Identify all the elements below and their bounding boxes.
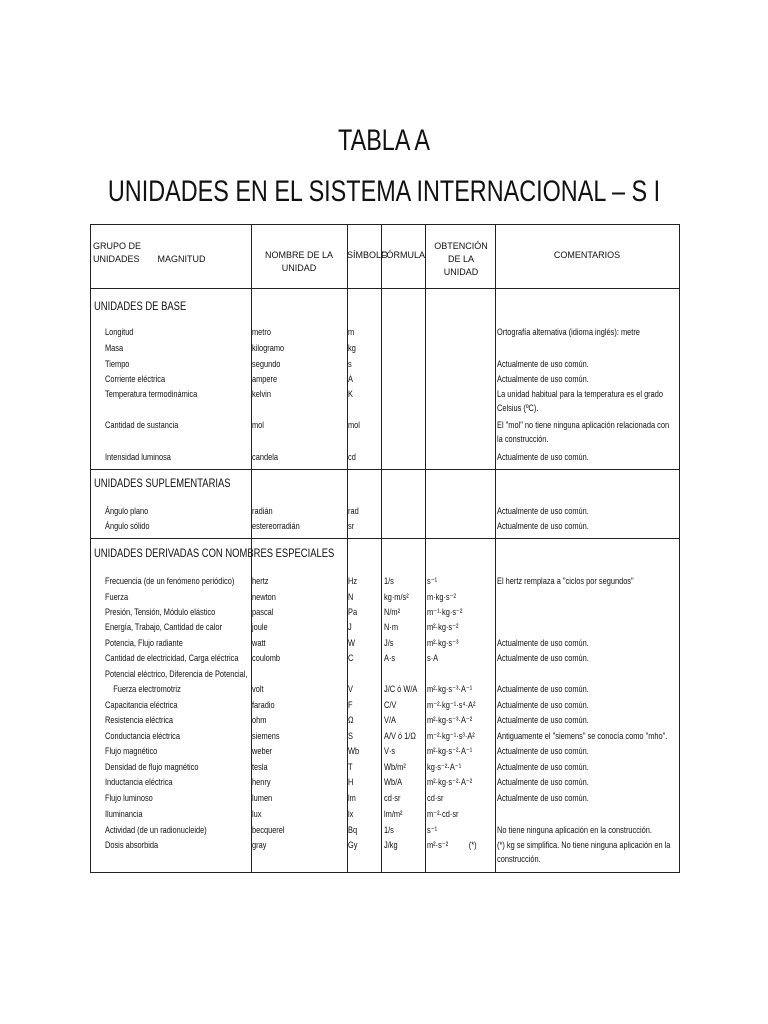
cell-simbolo: K <box>348 389 353 400</box>
cell-nombre: becquerel <box>252 825 285 836</box>
table-row <box>91 824 679 840</box>
units-table <box>90 224 680 873</box>
cell-formula: C/V <box>384 700 397 711</box>
table-row <box>91 637 679 653</box>
header-grupo <box>93 240 206 266</box>
cell-nombre: candela <box>252 452 278 463</box>
cell-obtencion: m²·kg·s⁻³ <box>427 638 459 649</box>
cell-nombre: faradio <box>252 700 275 711</box>
cell-magnitud: Conductancia eléctrica <box>105 731 180 742</box>
table-row <box>91 808 679 824</box>
table-row <box>91 652 679 668</box>
cell-comentario: Actualmente de uso común. <box>497 793 589 804</box>
cell-formula: A/V ó 1/Ω <box>384 731 416 742</box>
cell-formula: Wb/A <box>384 777 403 788</box>
table-row <box>91 451 679 467</box>
cell-formula: J/C ó W/A <box>384 684 418 695</box>
cell-nombre: henry <box>252 777 271 788</box>
cell-magnitud: Inductancia eléctrica <box>105 777 173 788</box>
cell-nombre: ampere <box>252 374 278 385</box>
cell-magnitud: Densidad de flujo magnético <box>105 762 199 773</box>
cell-simbolo: C <box>348 653 354 664</box>
cell-simbolo: F <box>348 700 353 711</box>
cell-comentario: Actualmente de uso común. <box>497 777 589 788</box>
cell-obtencion: m⁻²·cd·sr <box>427 809 459 820</box>
cell-nombre: mol <box>252 420 264 431</box>
cell-nombre: kilogramo <box>252 343 285 354</box>
cell-obtencion: m·kg·s⁻² <box>427 592 457 603</box>
table-row <box>91 606 679 622</box>
cell-nombre: joule <box>252 622 268 633</box>
cell-simbolo: A <box>348 374 353 385</box>
cell-simbolo: S <box>348 731 353 742</box>
cell-obtencion: m⁻²·kg⁻¹·s⁴·A² <box>427 700 476 711</box>
cell-simbolo: J <box>348 622 352 633</box>
cell-comentario: Actualmente de uso común. <box>497 452 589 463</box>
table-row <box>91 388 679 414</box>
cell-formula: N·m <box>384 622 399 633</box>
cell-simbolo: lm <box>348 793 356 804</box>
cell-simbolo: Bq <box>348 825 358 836</box>
header-grupo-label: GRUPO DE <box>93 241 142 251</box>
table-row <box>91 792 679 808</box>
cell-magnitud: Flujo luminoso <box>105 793 153 804</box>
cell-comentario: Antiguamente el "siemens" se conocía como "mho". <box>497 731 668 742</box>
cell-magnitud: Cantidad de electricidad, Carga eléctrica <box>105 653 239 664</box>
header-nombre: NOMBRE DE LA UNIDAD <box>264 250 333 273</box>
cell-magnitud: Ángulo sólido <box>105 521 150 532</box>
cell-magnitud: Frecuencia (de un fenómeno periódico) <box>105 576 235 587</box>
cell-comentario: Actualmente de uso común. <box>497 762 589 773</box>
cell-obtencion: kg·s⁻²·A⁻¹ <box>427 762 462 773</box>
cell-simbolo: H <box>348 777 354 788</box>
cell-obtencion: s⁻¹ <box>427 576 438 587</box>
section-suplementarias: UNIDADES SUPLEMENTARIAS <box>94 478 231 490</box>
cell-nombre: lumen <box>252 793 273 804</box>
cell-simbolo: cd <box>348 452 356 463</box>
cell-magnitud: Longitud <box>105 327 134 338</box>
cell-comentario: Actualmente de uso común. <box>497 359 589 370</box>
cell-comentario: Actualmente de uso común. <box>497 374 589 385</box>
row-divider <box>91 469 679 470</box>
cell-magnitud: Actividad (de un radionucleide) <box>105 825 207 836</box>
cell-comentario: El hertz remplaza a "ciclos por segundos" <box>497 576 634 587</box>
cell-nombre: lux <box>252 809 262 820</box>
cell-magnitud: Resistencia eléctrica <box>105 715 173 726</box>
cell-obtencion: m²·kg·s⁻² <box>427 622 459 633</box>
cell-obtencion: m²·kg·s⁻²·A⁻² <box>427 777 473 788</box>
cell-magnitud: Corriente eléctrica <box>105 374 166 385</box>
table-row <box>91 668 679 684</box>
table-row <box>91 776 679 792</box>
cell-obtencion: cd·sr <box>427 793 444 804</box>
cell-nombre: pascal <box>252 607 274 618</box>
table-row <box>91 575 679 591</box>
page-title: TABLA A <box>338 124 430 157</box>
cell-comentario: Actualmente de uso común. <box>497 715 589 726</box>
cell-comentario: Actualmente de uso común. <box>497 684 589 695</box>
cell-formula: 1/s <box>384 825 394 836</box>
cell-magnitud: Flujo magnético <box>105 746 158 757</box>
section-derivadas: UNIDADES DERIVADAS CON NOMBRES ESPECIALES <box>94 548 335 560</box>
cell-magnitud: Cantidad de sustancia <box>105 420 179 431</box>
cell-nombre: ohm <box>252 715 267 726</box>
section-base: UNIDADES DE BASE <box>94 301 187 313</box>
cell-magnitud: Masa <box>105 343 124 354</box>
cell-obtencion: m²·kg·s⁻²·A⁻¹ <box>427 746 473 757</box>
cell-nombre: hertz <box>252 576 269 587</box>
cell-nombre: estereorradián <box>252 521 300 532</box>
cell-formula: N/m² <box>384 607 401 618</box>
cell-comentario: Actualmente de uso común. <box>497 638 589 649</box>
cell-magnitud: Fuerza <box>105 592 129 603</box>
cell-nombre: newton <box>252 592 276 603</box>
table-row <box>91 730 679 746</box>
cell-simbolo: Ω <box>348 715 354 726</box>
cell-comentario: La unidad habitual para la temperatura es el grado Celsius (ºC). <box>497 389 664 414</box>
cell-comentario: Actualmente de uso común. <box>497 746 589 757</box>
cell-simbolo: lx <box>348 809 354 820</box>
cell-comentario: Actualmente de uso común. <box>497 521 589 532</box>
table-row <box>91 621 679 637</box>
cell-nombre: volt <box>252 684 264 695</box>
table-row <box>91 520 679 536</box>
cell-comentario: Actualmente de uso común. <box>497 700 589 711</box>
cell-simbolo: mol <box>348 420 360 431</box>
cell-comentario: El "mol" no tiene ninguna aplicación relacionada con la construcción. <box>497 420 670 445</box>
row-divider <box>91 538 679 539</box>
cell-nombre: kelvin <box>252 389 271 400</box>
cell-obtencion: m⁻¹·kg·s⁻² <box>427 607 463 618</box>
cell-magnitud: Tiempo <box>105 359 130 370</box>
cell-obtencion: m²·kg·s⁻³·A⁻² <box>427 715 473 726</box>
cell-simbolo: T <box>348 762 353 773</box>
cell-comentario: (*) kg se simplifica. No tiene ninguna aplicación en la construcción. <box>497 840 671 865</box>
cell-formula: 1/s <box>384 576 394 587</box>
cell-comentario: Actualmente de uso común. <box>497 653 589 664</box>
cell-formula: J/kg <box>384 840 398 851</box>
table-row <box>91 419 679 445</box>
cell-magnitud: Potencial eléctrico, Diferencia de Potencial, <box>105 669 248 680</box>
cell-nombre: radián <box>252 506 273 517</box>
cell-simbolo: m <box>348 327 355 338</box>
header-obtencion: OBTENCIÓN DE LA UNIDAD <box>434 241 488 277</box>
cell-formula: J/s <box>384 638 394 649</box>
cell-simbolo: kg <box>348 343 356 354</box>
cell-formula: kg·m/s² <box>384 592 409 603</box>
cell-magnitud: Fuerza electromotriz <box>105 684 181 695</box>
cell-nombre: weber <box>252 746 273 757</box>
table-row <box>91 591 679 607</box>
cell-obtencion: s·A <box>427 653 439 664</box>
cell-magnitud: Energía, Trabajo, Cantidad de calor <box>105 622 222 633</box>
table-row <box>91 761 679 777</box>
header-magnitud-label: MAGNITUD <box>157 254 206 264</box>
cell-nombre: metro <box>252 327 271 338</box>
table-row <box>91 839 679 865</box>
cell-formula: Wb/m² <box>384 762 406 773</box>
cell-nombre: coulomb <box>252 653 281 664</box>
header-unidades-label: UNIDADES <box>93 254 140 264</box>
cell-formula: lm/m² <box>384 809 403 820</box>
cell-obtencion: m²·kg·s⁻³·A⁻¹ <box>427 684 473 695</box>
cell-simbolo: N <box>348 592 354 603</box>
cell-simbolo: W <box>348 638 355 649</box>
table-row <box>91 745 679 761</box>
table-row <box>91 683 679 699</box>
table-row <box>91 342 679 358</box>
cell-obtencion: s⁻¹ <box>427 825 438 836</box>
page-subtitle: UNIDADES EN EL SISTEMA INTERNACIONAL – S I <box>107 175 661 208</box>
table-row <box>91 714 679 730</box>
cell-formula: cd·sr <box>384 793 401 804</box>
cell-obtencion: m⁻²·kg⁻¹·s³·A² <box>427 731 475 742</box>
cell-magnitud: Capacitancia eléctrica <box>105 700 178 711</box>
cell-simbolo: s <box>348 359 352 370</box>
cell-simbolo: Gy <box>348 840 358 851</box>
cell-magnitud: Dosis absorbida <box>105 840 159 851</box>
cell-nombre: watt <box>252 638 266 649</box>
cell-nombre: siemens <box>252 731 280 742</box>
header-simbolo: SÍMBOLO <box>347 250 389 260</box>
cell-nombre: segundo <box>252 359 281 370</box>
table-row <box>91 358 679 374</box>
cell-magnitud: Potencia, Flujo radiante <box>105 638 183 649</box>
cell-simbolo: sr <box>348 521 355 532</box>
cell-simbolo: V <box>348 684 353 695</box>
cell-nombre: gray <box>252 840 267 851</box>
cell-formula: V·s <box>384 746 396 757</box>
cell-obtencion: m²·s⁻² (*) <box>427 840 477 851</box>
cell-simbolo: Wb <box>348 746 360 757</box>
cell-formula: V/A <box>384 715 396 726</box>
header-comentarios: COMENTARIOS <box>553 250 621 260</box>
cell-simbolo: Pa <box>348 607 358 618</box>
table-row <box>91 699 679 715</box>
cell-magnitud: Intensidad luminosa <box>105 452 171 463</box>
cell-magnitud: Temperatura termodinámica <box>105 389 198 400</box>
table-row <box>91 326 679 342</box>
header-formula: FÓRMULA <box>381 250 426 260</box>
cell-comentario: No tiene ninguna aplicación en la construcción. <box>497 825 652 836</box>
cell-comentario: Ortografía alternativa (idioma inglés): metre <box>497 327 640 338</box>
cell-simbolo: Hz <box>348 576 358 587</box>
table-row <box>91 505 679 521</box>
row-divider <box>91 288 679 289</box>
cell-nombre: tesla <box>252 762 268 773</box>
cell-magnitud: Ángulo plano <box>105 506 149 517</box>
table-row <box>91 373 679 389</box>
cell-simbolo: rad <box>348 506 359 517</box>
cell-magnitud: Presión, Tensión, Módulo elástico <box>105 607 216 618</box>
cell-formula: A·s <box>384 653 396 664</box>
cell-comentario: Actualmente de uso común. <box>497 506 589 517</box>
cell-magnitud: Iluminancia <box>105 809 143 820</box>
